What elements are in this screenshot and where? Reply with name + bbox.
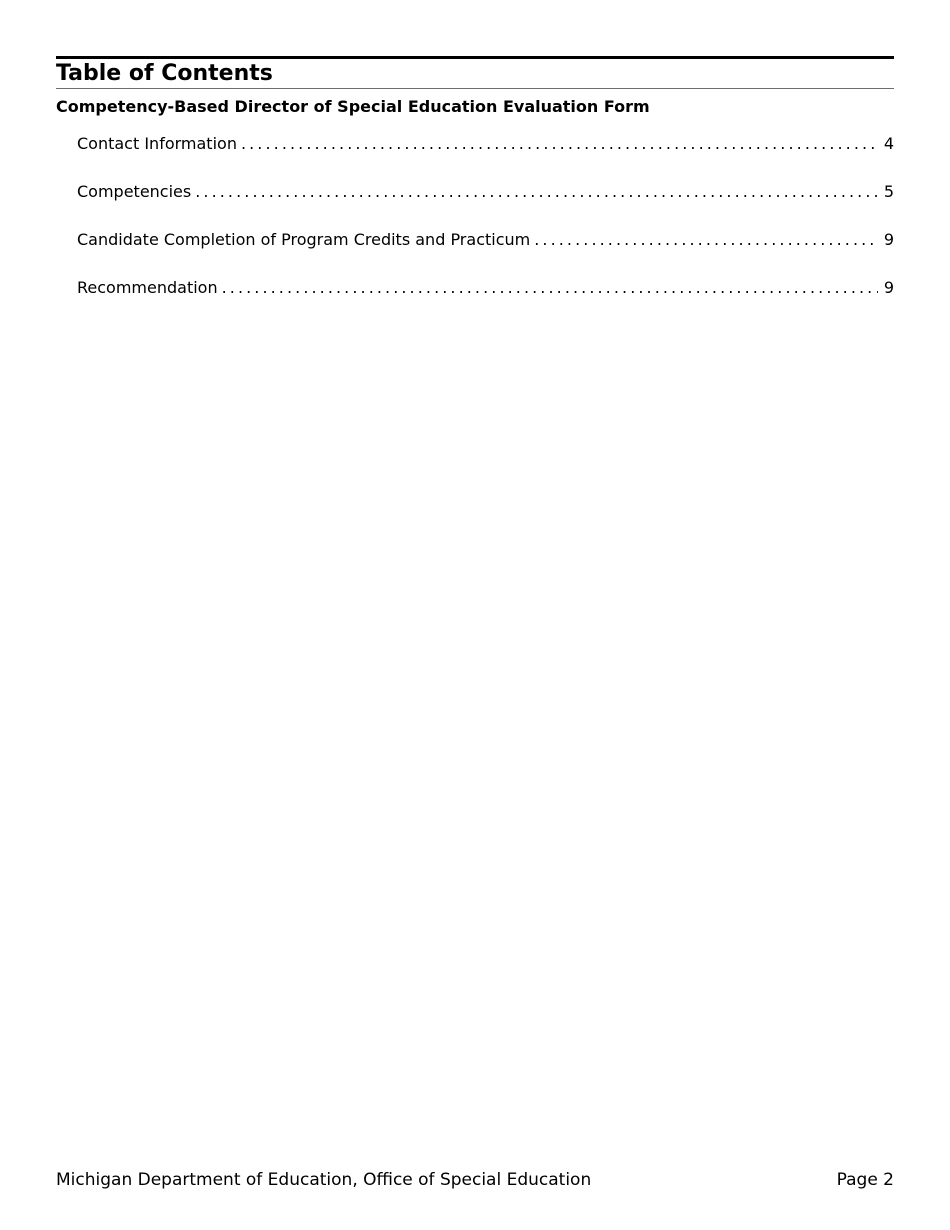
dot-leader [222,278,878,298]
heading-underline-divider [56,88,894,89]
toc-entry-recommendation[interactable] [56,278,894,298]
toc-entry-page-number: 5 [883,182,894,201]
dot-leader [534,230,878,250]
footer-page-number: Page 2 [836,1170,894,1190]
toc-entry-page-number: 9 [883,278,894,297]
top-rule-divider [56,56,894,59]
toc-entry-competencies[interactable] [56,182,894,202]
document-page [56,56,894,326]
toc-entry-label: Contact Information [77,134,237,153]
toc-heading: Table of Contents [56,61,273,86]
page-footer [56,1170,894,1190]
dot-leader [195,182,878,202]
toc-entry-page-number: 9 [883,230,894,249]
dot-leader [241,134,878,154]
toc-entry-label: Competencies [77,182,192,201]
document-subtitle: Competency-Based Director of Special Education Evaluation Form [56,97,650,116]
toc-entry-contact-information[interactable] [56,134,894,154]
toc-entry-candidate-completion[interactable] [56,230,894,250]
toc-entry-label: Recommendation [77,278,218,297]
toc-entry-page-number: 4 [883,134,894,153]
toc-list [56,134,894,298]
toc-entry-label: Candidate Completion of Program Credits and Practicum [77,230,531,249]
footer-organization: Michigan Department of Education, Office of Special Education [56,1170,592,1190]
